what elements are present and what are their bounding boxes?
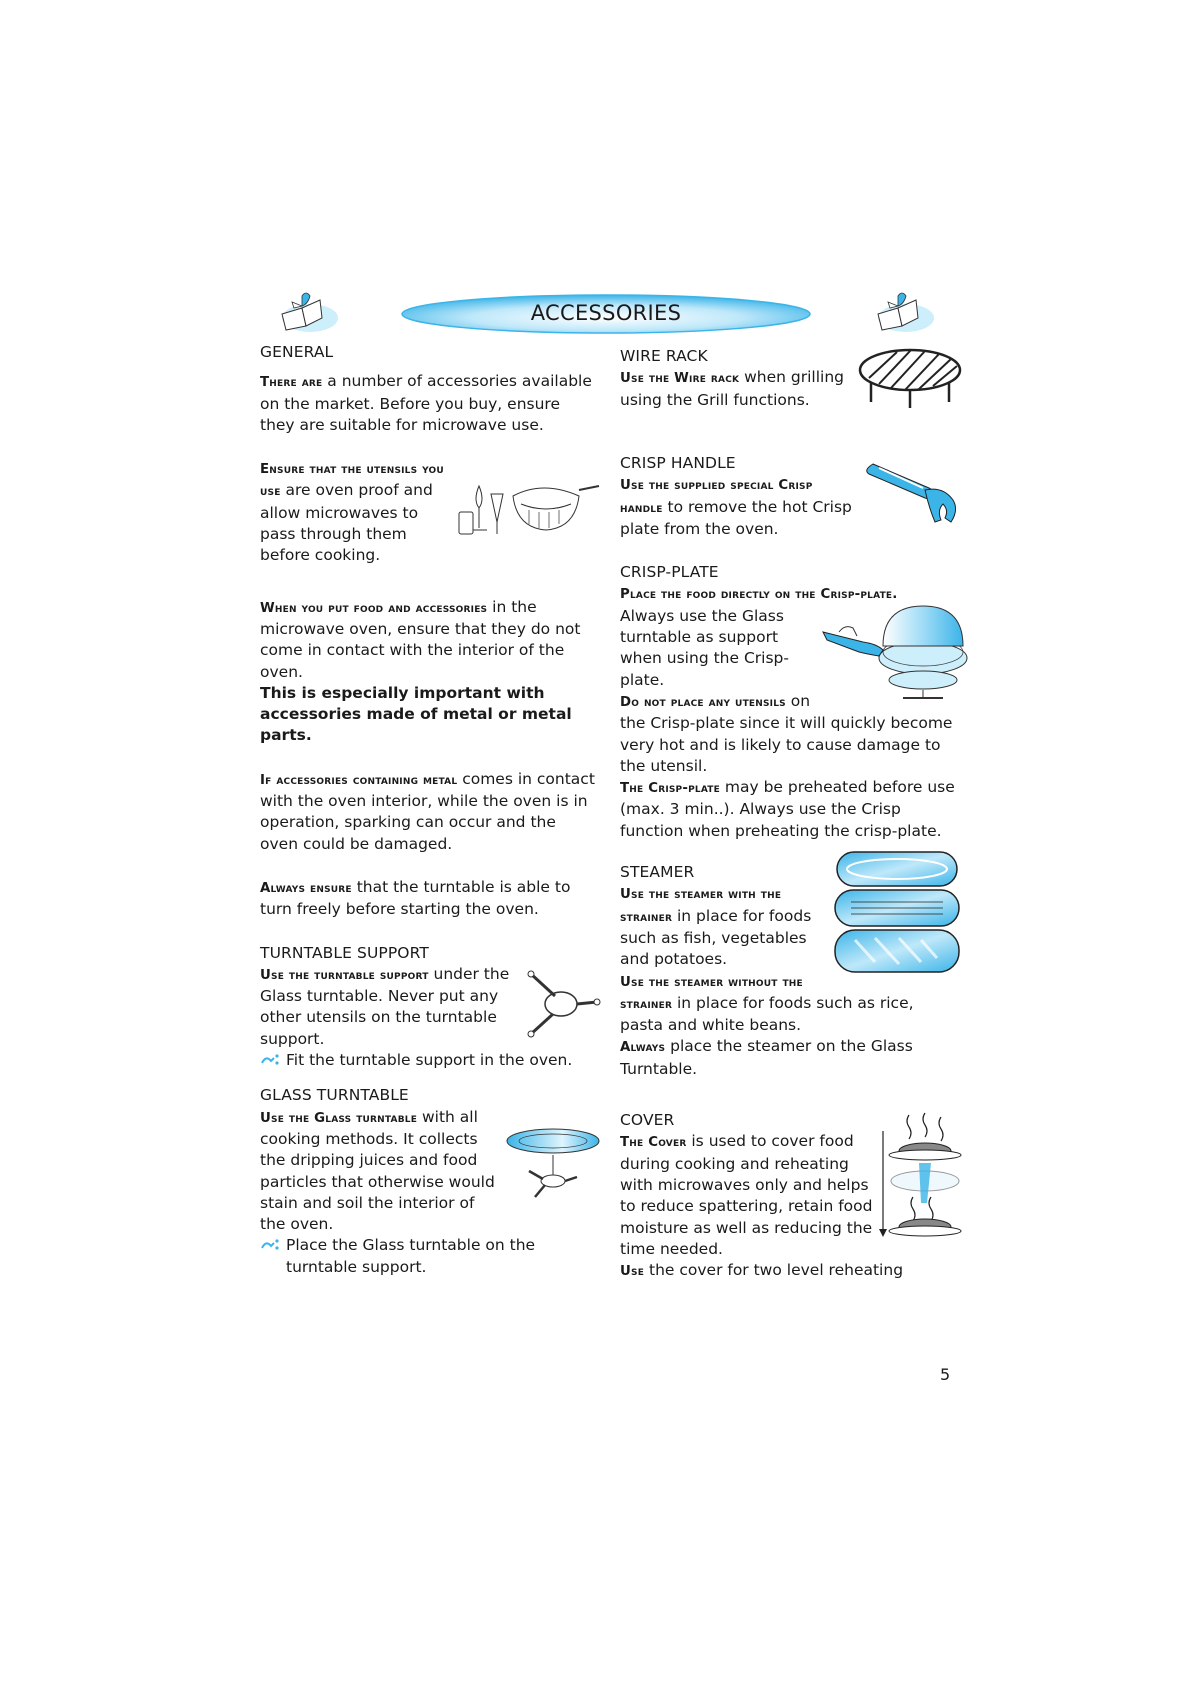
paragraph	[260, 1107, 595, 1236]
lead-text: Use	[620, 1264, 645, 1280]
body-text: in place for foods such as fish, vegetables and potatoes.	[620, 906, 812, 969]
lead-text: Use the supplied special Crisp handle	[620, 478, 813, 516]
spacer	[260, 747, 595, 769]
cover-illustration	[879, 1111, 965, 1247]
section-heading: GENERAL	[260, 343, 334, 361]
paragraph	[260, 964, 595, 1050]
lead-text: Always	[620, 1040, 666, 1056]
spacer	[260, 1071, 595, 1085]
body-text: when grilling using the Grill functions.	[620, 368, 845, 409]
body-text: the cover for two level reheating	[644, 1261, 904, 1280]
body-text: may be preheated before use (max. 3 min..). Always use the Crisp function when preheating the crisp-plate.	[620, 778, 955, 840]
body-text: on the Crisp-plate since it will quickly become very hot and is likely to cause damage to the utensil.	[620, 691, 953, 775]
page-title: ACCESSORIES	[530, 301, 682, 326]
lead-text: Use the Glass turntable	[260, 1110, 418, 1126]
spacer	[620, 540, 955, 562]
lead-text: Do not place any utensils	[620, 694, 786, 710]
lead-text: Use the Wire rack	[620, 371, 740, 387]
lead-text: Use the steamer with the strainer	[620, 887, 782, 925]
body-text: are oven proof and allow microwaves to pass through them before cooking.	[260, 481, 433, 565]
step-arrow-icon	[260, 1053, 280, 1067]
cover-section	[620, 1110, 955, 1282]
body-text: a number of accessories available on the market. Before you buy, ensure they are suitable for microwave use.	[260, 372, 592, 434]
utensils-illustration	[451, 476, 601, 538]
lead-text: The Cover	[620, 1135, 687, 1151]
lead-text: If accessories containing metal	[260, 772, 458, 788]
section-heading: CRISP-PLATE	[620, 563, 719, 582]
body-text: to remove the hot Crisp plate from the oven.	[620, 497, 852, 538]
body-text: place the steamer on the Glass Turntable.	[620, 1037, 913, 1078]
turntable-support-section	[260, 943, 595, 1072]
general-section	[260, 342, 595, 921]
glass-turntable-section	[260, 1085, 595, 1278]
instruction-step	[260, 1050, 595, 1071]
body-text: is used to cover food during cooking and reheating with microwaves only and helps to reduce spattering, retain food moisture as well as reducing the time needed.	[620, 1132, 873, 1258]
section-heading: TURNTABLE SUPPORT	[260, 943, 429, 962]
paragraph	[260, 458, 595, 566]
lead-text: When you put food and accessories	[260, 600, 488, 616]
lead-text: The Crisp-plate	[620, 781, 720, 797]
section-heading: CRISP HANDLE	[620, 454, 736, 472]
steamer-section	[620, 862, 955, 1080]
body-text: in the microwave oven, ensure that they do not come in contact with the interior of the oven.	[260, 597, 581, 681]
body-text: Always use the Glass turntable as support when using the Crisp-plate.	[620, 606, 789, 689]
paragraph	[620, 1036, 955, 1080]
paragraph	[620, 971, 955, 1037]
body-text: in place for foods such as rice, pasta and white beans.	[620, 993, 914, 1035]
spacer	[620, 412, 955, 453]
lead-text: There are	[260, 375, 323, 391]
body-text: with all cooking methods. It collects the dripping juices and food particles that otherwise would stain and soil the interior of the oven.	[260, 1107, 495, 1234]
step-text: Fit the turntable support in the oven.	[286, 1051, 573, 1070]
crisp-handle-illustration	[865, 454, 965, 532]
crisp-handle-section	[620, 453, 955, 540]
paragraph	[620, 474, 955, 540]
paragraph	[620, 777, 955, 842]
lead-text: Use the steamer without the strainer	[620, 974, 803, 1012]
steamer-illustration	[831, 848, 963, 976]
spacer	[260, 855, 595, 877]
crisp-plate-section	[620, 562, 955, 842]
left-column	[260, 342, 595, 1278]
warning-text: This is especially important with accessories made of metal or metal parts.	[260, 683, 572, 745]
spacer	[620, 1080, 955, 1110]
wire-rack-illustration	[857, 342, 963, 412]
body-text: that the turntable is able to turn freely before starting the oven.	[260, 877, 571, 919]
paragraph	[260, 877, 595, 921]
spacer	[260, 567, 595, 597]
section-heading: GLASS TURNTABLE	[260, 1086, 409, 1105]
paragraph	[260, 597, 595, 683]
section-heading: COVER	[620, 1111, 675, 1130]
lead-text: Place the food directly on the Crisp-plate.	[620, 587, 898, 603]
body-text: under the Glass turntable. Never put any other utensils on the turntable support.	[260, 964, 510, 1048]
book-bird-icon	[868, 288, 938, 336]
book-bird-icon	[272, 288, 342, 336]
step-text: Place the Glass turntable on the turntable support.	[286, 1236, 536, 1276]
glass-turntable-illustration	[505, 1127, 601, 1199]
page-number: 5	[940, 1365, 951, 1384]
lead-text: Use the turntable support	[260, 967, 429, 983]
section-heading: STEAMER	[620, 863, 695, 882]
body-text: comes in contact with the oven interior, while the oven is in operation, sparking can occur and the oven could be damaged.	[260, 769, 595, 853]
spacer	[260, 436, 595, 458]
right-column	[620, 346, 955, 1282]
wire-rack-section	[620, 346, 955, 411]
instruction-step	[260, 1235, 595, 1278]
paragraph	[260, 371, 595, 436]
lead-text: Always ensure	[260, 880, 352, 896]
section-heading: WIRE RACK	[620, 347, 708, 365]
lead-text: Ensure that the utensils you use	[260, 462, 444, 500]
paragraph	[620, 606, 955, 691]
turntable-support-illustration	[521, 966, 601, 1038]
paragraph	[620, 1131, 955, 1260]
paragraph	[260, 769, 595, 855]
crisp-plate-illustration	[819, 602, 969, 708]
spacer	[260, 921, 595, 943]
step-arrow-icon	[260, 1238, 280, 1252]
paragraph	[620, 1260, 955, 1282]
